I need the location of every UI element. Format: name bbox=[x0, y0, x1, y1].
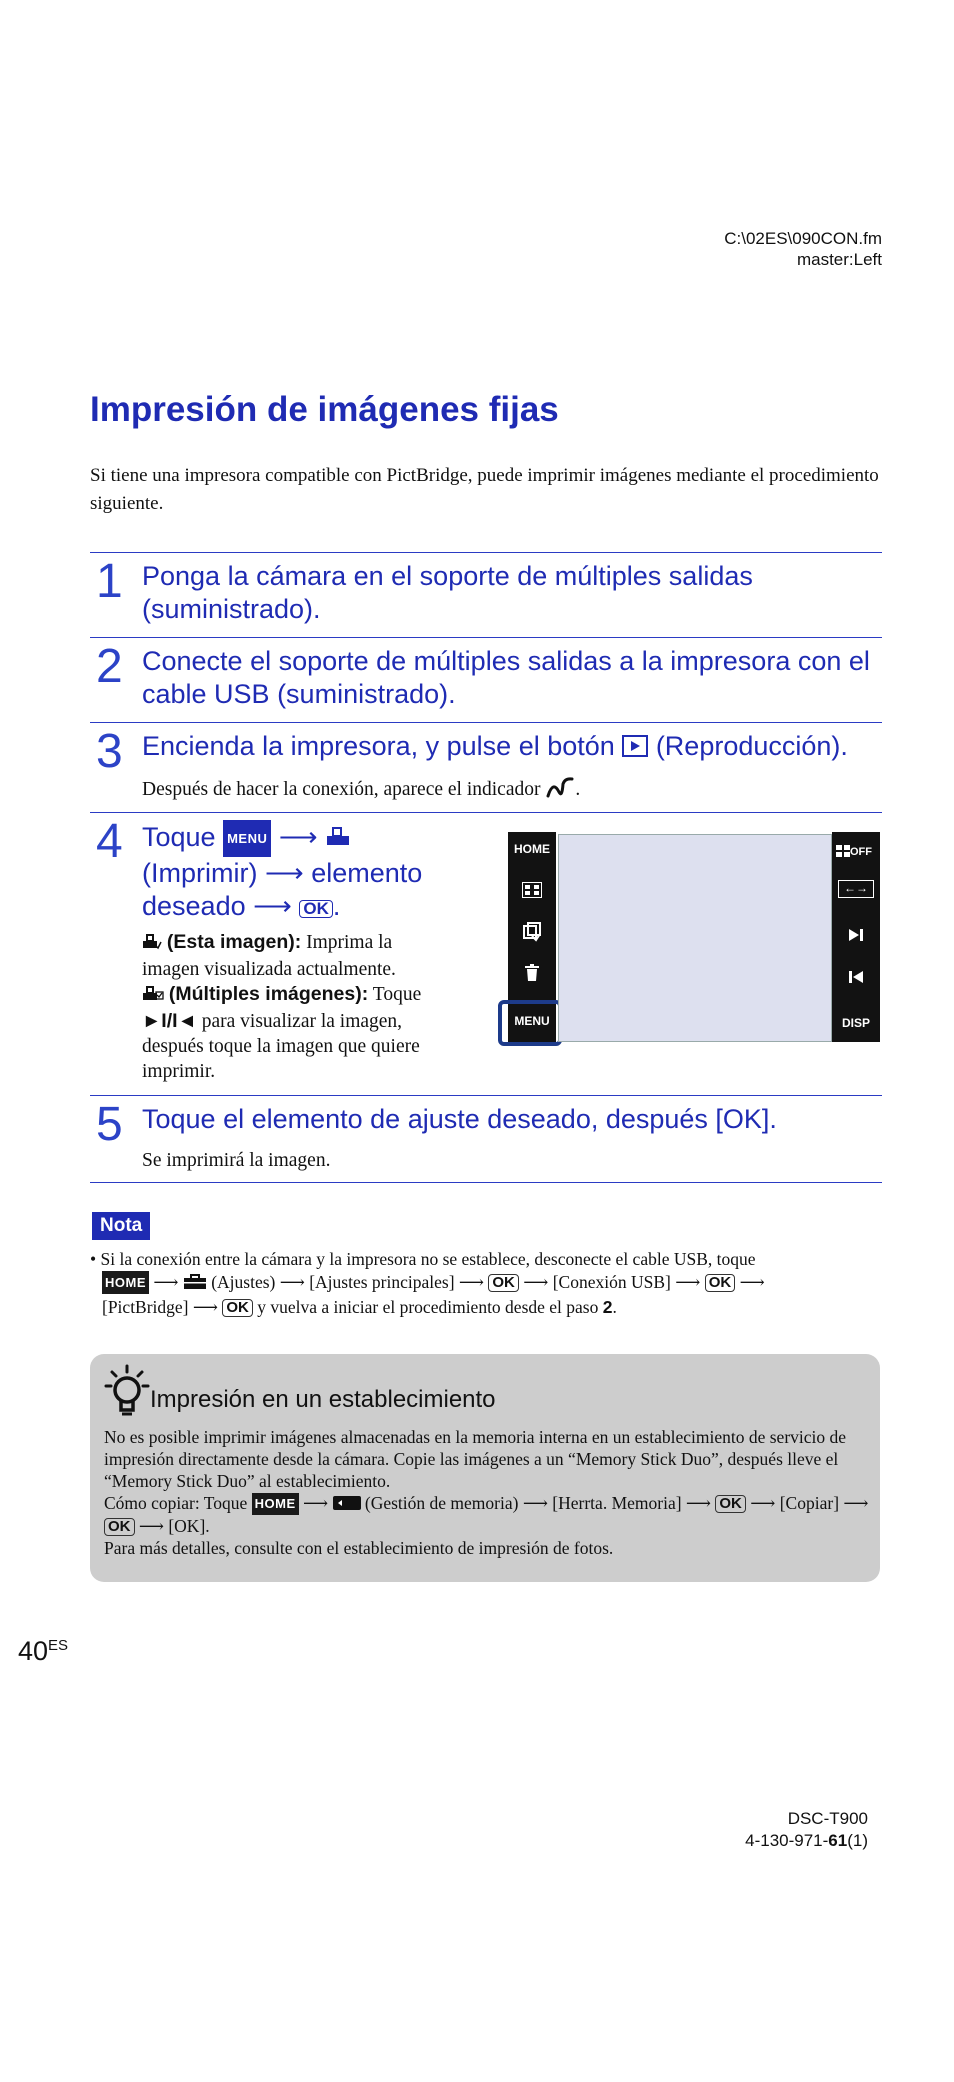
option-text: imagen visualizada actualmente. bbox=[142, 959, 396, 980]
footer-model bbox=[745, 1808, 868, 1852]
part-code-suffix: (1) bbox=[847, 1831, 868, 1850]
option-text: para visualizar la imagen, bbox=[201, 1011, 403, 1032]
step-title: Toque el elemento de ajuste deseado, después [OK]. bbox=[142, 1104, 777, 1134]
tip-text-part: Cómo copiar: Toque bbox=[104, 1493, 248, 1513]
file-header bbox=[724, 228, 882, 270]
tip-text-part: [Herrta. Memoria] bbox=[552, 1493, 682, 1513]
camera-screen-illustration bbox=[508, 832, 880, 1042]
index-off-control bbox=[836, 842, 880, 862]
divider bbox=[90, 637, 882, 638]
nota-text-part: [Conexión USB] bbox=[552, 1272, 671, 1292]
step-body-text: Después de hacer la conexión, aparece el indicador bbox=[142, 779, 541, 800]
step-number: 1 bbox=[96, 555, 123, 608]
master-page: master:Left bbox=[796, 250, 882, 269]
step-title-text: (Reproducción). bbox=[655, 731, 848, 761]
step-title-line bbox=[142, 857, 502, 890]
nota-badge: Nota bbox=[92, 1212, 150, 1240]
step-title bbox=[142, 645, 882, 711]
option-line bbox=[142, 1009, 502, 1034]
step-number: 3 bbox=[96, 725, 123, 778]
period: . bbox=[575, 779, 581, 800]
off-label: OFF bbox=[850, 846, 872, 858]
index-icon bbox=[522, 882, 542, 903]
nota-text-part: [Ajustes principales] bbox=[309, 1272, 455, 1292]
step-title-line: cable USB (suministrado). bbox=[142, 679, 456, 709]
divider bbox=[90, 812, 882, 813]
lightbulb-icon bbox=[104, 1364, 150, 1423]
print-single-icon bbox=[142, 932, 162, 957]
arrow-right-icon: ⟶ bbox=[264, 858, 304, 888]
part-code bbox=[745, 1830, 868, 1852]
arrow-right-icon: ⟶ bbox=[303, 1493, 329, 1513]
step-body bbox=[142, 776, 580, 807]
option-label: (Múltiples imágenes): bbox=[168, 983, 369, 1005]
language-code: ES bbox=[48, 1637, 69, 1654]
arrow-right-icon: ⟶ bbox=[739, 1272, 765, 1292]
file-path: C:\02ES\090CON.fm bbox=[724, 229, 882, 248]
step-title-line: deseado ⟶ OK . bbox=[142, 891, 341, 921]
arrow-right-icon: ⟶ bbox=[522, 1493, 548, 1513]
intro-paragraph: Si tiene una impresora compatible con PictBridge, puede imprimir imágenes mediante el procedimiento siguiente. bbox=[90, 465, 879, 514]
nota-text-part: (Ajustes) bbox=[211, 1272, 276, 1292]
arrow-right-icon: ⟶ bbox=[843, 1493, 869, 1513]
tip-paragraph: Para más detalles, consulte con el establecimiento de impresión de fotos. bbox=[104, 1538, 614, 1558]
next-prev-icon: ►I/I◄ bbox=[142, 1010, 197, 1032]
step-title-text: deseado bbox=[142, 891, 246, 921]
tip-box bbox=[90, 1354, 880, 1582]
multiples-imagenes-option bbox=[142, 982, 502, 1009]
arrow-right-icon: ⟶ bbox=[675, 1272, 701, 1292]
previous-icon bbox=[848, 970, 864, 989]
ok-button-icon: OK bbox=[104, 1518, 135, 1536]
option-label: (Esta imagen): bbox=[166, 931, 302, 953]
arrow-right-icon: ⟶ bbox=[253, 891, 292, 921]
nota-text-part: y vuelva a iniciar el procedimiento desde el paso bbox=[257, 1297, 599, 1317]
step-title-line: Conecte el soporte de múltiples salidas a la impresora con el bbox=[142, 646, 870, 676]
tip-paragraph: No es posible imprimir imágenes almacenadas en la memoria interna en un establecimiento de servicio de impresión directamente desde la cámara. Copie las imágenes a un “Memory Stick Duo”, después lleve el “Memory Stick Duo” al establecimiento. bbox=[104, 1427, 847, 1491]
step-title-text: Toque bbox=[142, 822, 216, 852]
step-title bbox=[142, 820, 502, 923]
tip-paragraph bbox=[104, 1492, 869, 1537]
option-text: imprimir. bbox=[142, 1061, 216, 1082]
arrow-right-icon: ⟶ bbox=[278, 822, 318, 852]
step-title bbox=[142, 560, 882, 626]
step-reference: 2 bbox=[602, 1297, 613, 1317]
tip-title: Impresión en un establecimiento bbox=[150, 1386, 496, 1413]
arrow-right-icon: ⟶ bbox=[523, 1272, 549, 1292]
step-title-line: (suministrado). bbox=[142, 594, 321, 624]
arrow-right-icon: ⟶ bbox=[750, 1493, 776, 1513]
option-text: Toque bbox=[372, 984, 422, 1005]
arrow-right-icon: ⟶ bbox=[279, 1272, 305, 1292]
page-number bbox=[18, 1636, 68, 1667]
step-number: 2 bbox=[96, 640, 123, 693]
step-title-line: Ponga la cámara en el soporte de múltiples salidas bbox=[142, 561, 753, 591]
nota-line: • Si la conexión entre la cámara y la impresora no se establece, desconecte el cable USB, toque bbox=[90, 1249, 756, 1269]
divider bbox=[90, 722, 882, 723]
step-title-text: elemento bbox=[311, 858, 423, 888]
divider bbox=[90, 552, 882, 553]
page-number-value: 40 bbox=[18, 1636, 49, 1666]
step-title-text: Encienda la impresora, y pulse el botón bbox=[142, 731, 615, 761]
index-icon bbox=[836, 844, 850, 862]
camera-right-bar bbox=[832, 832, 880, 1042]
arrow-right-icon: ⟶ bbox=[192, 1297, 218, 1317]
step-number: 5 bbox=[96, 1098, 123, 1151]
trash-icon bbox=[524, 964, 540, 987]
toolbox-icon bbox=[183, 1273, 207, 1296]
arrow-right-icon: ⟶ bbox=[458, 1272, 484, 1292]
ok-button-icon: OK bbox=[705, 1274, 736, 1292]
arrow-right-icon: ⟶ bbox=[138, 1516, 164, 1536]
home-button: HOME bbox=[514, 842, 550, 856]
pictbridge-icon bbox=[545, 776, 575, 807]
disp-button: DISP bbox=[841, 1016, 870, 1030]
step-title-line bbox=[142, 820, 502, 857]
print-multiple-icon bbox=[142, 984, 164, 1009]
option-text: Imprima la bbox=[306, 932, 393, 953]
menu-button: MENU bbox=[514, 1014, 550, 1028]
nota-line: [PictBridge] ⟶ OK y vuelva a iniciar el procedimiento desde el paso 2. bbox=[102, 1297, 617, 1317]
part-code-bold: 61 bbox=[828, 1831, 848, 1850]
nota-text-part: [PictBridge] bbox=[102, 1297, 189, 1317]
tip-body bbox=[104, 1426, 869, 1559]
esta-imagen-option bbox=[142, 930, 502, 957]
menu-highlight bbox=[498, 1000, 562, 1046]
option-text: después toque la imagen que quiere bbox=[142, 1036, 420, 1057]
page-title: Impresión de imágenes fijas bbox=[90, 390, 559, 429]
home-button-icon: HOME bbox=[102, 1271, 149, 1294]
divider bbox=[90, 1095, 882, 1096]
divider bbox=[90, 1182, 882, 1183]
part-code-prefix: 4-130-971- bbox=[745, 1831, 829, 1850]
tip-text-part: [OK]. bbox=[168, 1516, 210, 1536]
tip-text-part: (Gestión de memoria) bbox=[364, 1493, 519, 1513]
arrow-right-icon: ⟶ bbox=[685, 1493, 712, 1513]
home-button-icon: HOME bbox=[252, 1493, 299, 1515]
slideshow-icon bbox=[522, 922, 542, 947]
scroll-arrows-icon: ←→ bbox=[838, 880, 874, 898]
ok-button-icon: OK bbox=[299, 900, 333, 918]
print-icon bbox=[325, 823, 351, 856]
nota-line bbox=[90, 1271, 890, 1296]
step-body: Se imprimirá la imagen. bbox=[142, 1150, 331, 1171]
arrow-right-icon: ⟶ bbox=[153, 1272, 179, 1292]
menu-button-icon: MENU bbox=[223, 820, 271, 857]
ok-button-icon: OK bbox=[488, 1274, 519, 1292]
step-body bbox=[142, 930, 502, 1084]
next-icon bbox=[848, 928, 864, 947]
step-number: 4 bbox=[96, 815, 123, 868]
step-title bbox=[142, 730, 892, 765]
model-name: DSC-T900 bbox=[787, 1809, 868, 1828]
ok-button-icon: OK bbox=[222, 1299, 253, 1317]
memory-tool-icon bbox=[333, 1493, 361, 1515]
ok-button-icon: OK bbox=[715, 1495, 746, 1513]
nota-text bbox=[90, 1248, 890, 1319]
step-title-text: (Imprimir) bbox=[142, 858, 258, 888]
tip-text-part: [Copiar] bbox=[779, 1493, 840, 1513]
camera-viewfinder bbox=[558, 834, 832, 1042]
playback-icon bbox=[622, 732, 648, 765]
